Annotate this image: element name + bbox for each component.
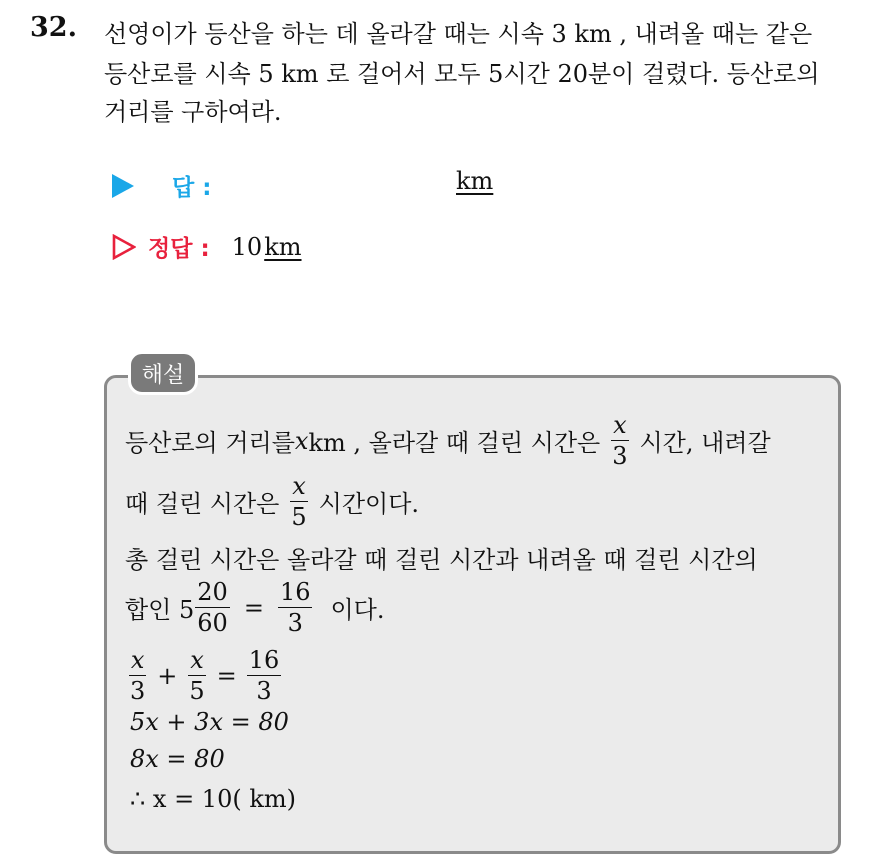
correct-answer-label: 정답 :	[148, 236, 210, 262]
fraction-x-over-3: $\frac{x}{3}$	[612, 411, 628, 470]
equation-1: $\frac{x}{3}$ + $\frac{x}{5}$ = $\frac{16}{3}$	[130, 646, 280, 705]
correct-answer-row	[112, 230, 302, 263]
question-line-2: 등산로를 시속 5 km 로 걸어서 모두 5시간 20분이 걸렸다. 등산로의	[104, 60, 820, 88]
equation-3: 8x = 80	[130, 745, 225, 773]
correct-answer-value: 10	[231, 232, 263, 261]
fraction-20-over-60: $\frac{20}{60}$	[197, 578, 228, 637]
fraction-x-over-5: $\frac{x}{5}$	[291, 472, 307, 531]
answer-unit: km	[456, 167, 494, 195]
equation-2: 5x + 3x = 80	[130, 708, 289, 736]
outline-arrow-icon	[112, 234, 136, 260]
solution-line-2: 때 걸린 시간은 $\frac{x}{5}$ 시간이다.	[125, 472, 420, 531]
answer-label: 답 :	[172, 175, 212, 201]
question-line-3: 거리를 구하여라.	[104, 98, 282, 126]
solution-line-4: 합인 5 $\frac{20}{60}$ = $\frac{16}{3}$ 이다.	[125, 578, 385, 637]
equation-4: ∴ x = 10( km)	[130, 785, 296, 813]
play-arrow-icon	[112, 174, 134, 198]
question-line-1: 선영이가 등산을 하는 데 올라갈 때는 시속 3 km , 내려올 때는 같은	[104, 20, 813, 48]
correct-answer-unit: km	[264, 232, 302, 261]
solution-tab: 해설	[128, 351, 198, 395]
answer-row	[112, 169, 211, 202]
question-number: 32.	[30, 12, 77, 43]
solution-line-3: 총 걸린 시간은 올라갈 때 걸린 시간과 내려올 때 걸린 시간의	[125, 546, 758, 574]
solution-line-1: 등산로의 거리를 x km , 올라갈 때 걸린 시간은 $\frac{x}{3}$ 시간, 내려갈	[125, 411, 771, 470]
fraction-16-over-3: $\frac{16}{3}$	[279, 578, 311, 637]
